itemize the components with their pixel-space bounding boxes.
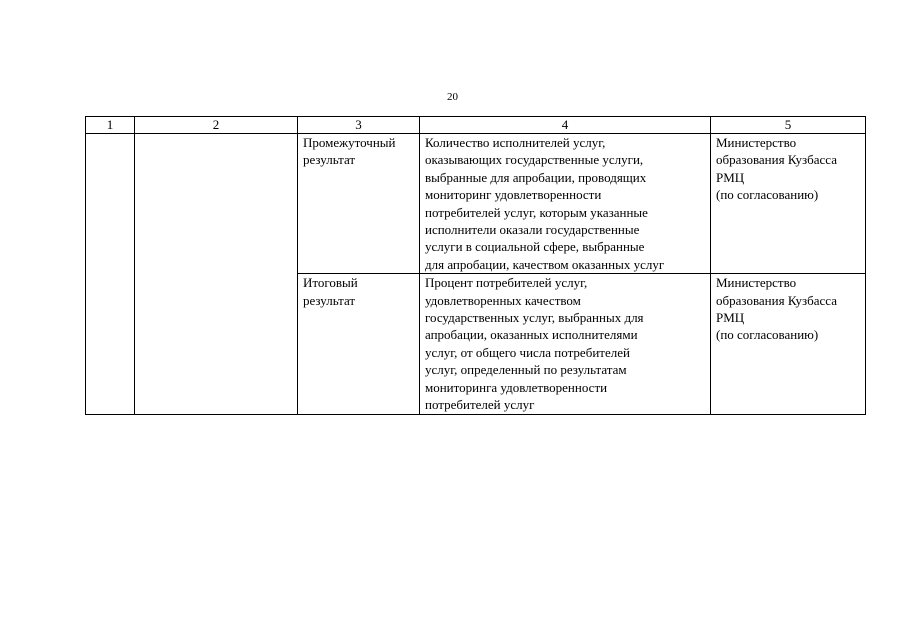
description-cell: Процент потребителей услуг, удовлетворенных качеством государственных услуг, выбранных для апробации, оказанных исполнителями услуг, от общего числа потребителей услуг, определенный по результатам мониторинга удовлетворенности потребителей услуг	[420, 274, 711, 414]
table-header-row	[86, 117, 866, 134]
column-header-2: 2	[135, 117, 298, 134]
stage-cell: Промежуточный результат	[298, 134, 420, 274]
column-header-1: 1	[86, 117, 135, 134]
table-row	[86, 134, 866, 274]
page-number: 20	[447, 91, 458, 103]
responsible-cell: Министерство образования Кузбасса РМЦ (по согласованию)	[711, 134, 866, 274]
responsible-cell: Министерство образования Кузбасса РМЦ (по согласованию)	[711, 274, 866, 414]
column-header-4: 4	[420, 117, 711, 134]
column-header-3: 3	[298, 117, 420, 134]
stage-cell: Итоговый результат	[298, 274, 420, 414]
column-2-cell	[135, 134, 298, 415]
description-cell: Количество исполнителей услуг, оказывающих государственные услуги, выбранные для апробации, проводящих мониторинг удовлетворенности потребителей услуг, которым указанные исполнители оказали государственные услуги в социальной сфере, выбранные для апробации, качеством оказанных услуг	[420, 134, 711, 274]
column-1-cell	[86, 134, 135, 415]
column-header-5: 5	[711, 117, 866, 134]
results-table	[85, 116, 866, 415]
